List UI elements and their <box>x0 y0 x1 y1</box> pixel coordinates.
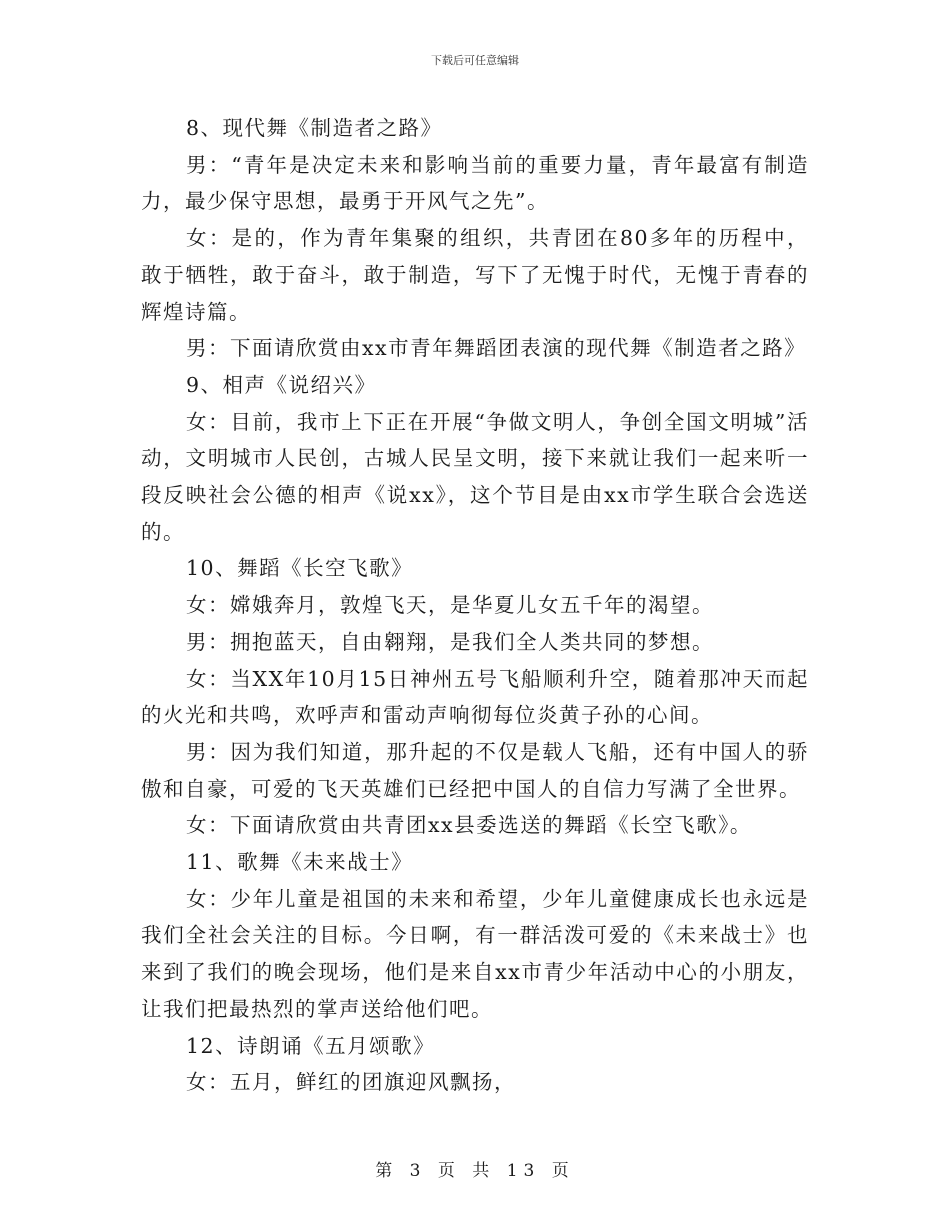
dialogue-paragraph: 女：是的，作为青年集聚的组织，共青团在80多年的历程中，敢于牺牲，敢于奋斗，敢于制造，写下了无愧于时代，无愧于青春的辉煌诗篇。 <box>141 226 809 324</box>
dialogue-paragraph: 男：下面请欣赏由xx市青年舞蹈团表演的现代舞《制造者之路》 <box>186 336 807 361</box>
dialogue-paragraph: 女：目前，我市上下正在开展“争做文明人，争创全国文明城”活动，文明城市人民创，古城人民呈文明，接下来就让我们一起来听一段反映社会公德的相声《说xx》，这个节目是由xx市学生联合会选送的。 <box>141 409 809 544</box>
program-heading: 11、歌舞《未来战士》 <box>186 850 414 875</box>
program-heading: 10、舞蹈《长空飞歌》 <box>186 556 414 581</box>
dialogue-paragraph: 男：因为我们知道，那升起的不仅是载人飞船，还有中国人的骄傲和自豪，可爱的飞天英雄们已经把中国人的自信力写满了全世界。 <box>141 739 809 801</box>
dialogue-paragraph: 女：当XX年10月15日神州五号飞船顺利升空，随着那冲天而起的火光和共鸣，欢呼声和雷动声响彻每位炎黄子孙的心间。 <box>141 666 809 728</box>
dialogue-paragraph: 男：拥抱蓝天，自由翱翔，是我们全人类共同的梦想。 <box>186 629 714 654</box>
document-body <box>141 110 809 1101</box>
page-number-footer: 第 3 页 共 13 页 <box>375 1161 575 1181</box>
dialogue-paragraph: 女：少年儿童是祖国的未来和希望，少年儿童健康成长也永远是我们全社会关注的目标。今日啊，有一群活泼可爱的《未来战士》也来到了我们的晚会现场，他们是来自xx市青少年活动中心的小朋友，让我们把最热烈的掌声送给他们吧。 <box>141 886 809 1021</box>
dialogue-paragraph: 女：下面请欣赏由共青团xx县委选送的舞蹈《长空飞歌》。 <box>186 813 752 838</box>
dialogue-paragraph: 女：嫦娥奔月，敦煌飞天，是华夏儿女五千年的渴望。 <box>186 593 714 618</box>
dialogue-paragraph: 男：“青年是决定未来和影响当前的重要力量，青年最富有制造力，最少保守思想，最勇于开风气之先”。 <box>141 152 809 214</box>
program-heading: 12、诗朗诵《五月颂歌》 <box>186 1033 436 1058</box>
dialogue-paragraph: 女：五月，鲜红的团旗迎风飘扬， <box>186 1070 516 1095</box>
page-header: 下载后可任意编辑 <box>431 54 519 67</box>
program-heading: 8、现代舞《制造者之路》 <box>186 116 443 140</box>
program-heading: 9、相声《说绍兴》 <box>186 372 377 397</box>
